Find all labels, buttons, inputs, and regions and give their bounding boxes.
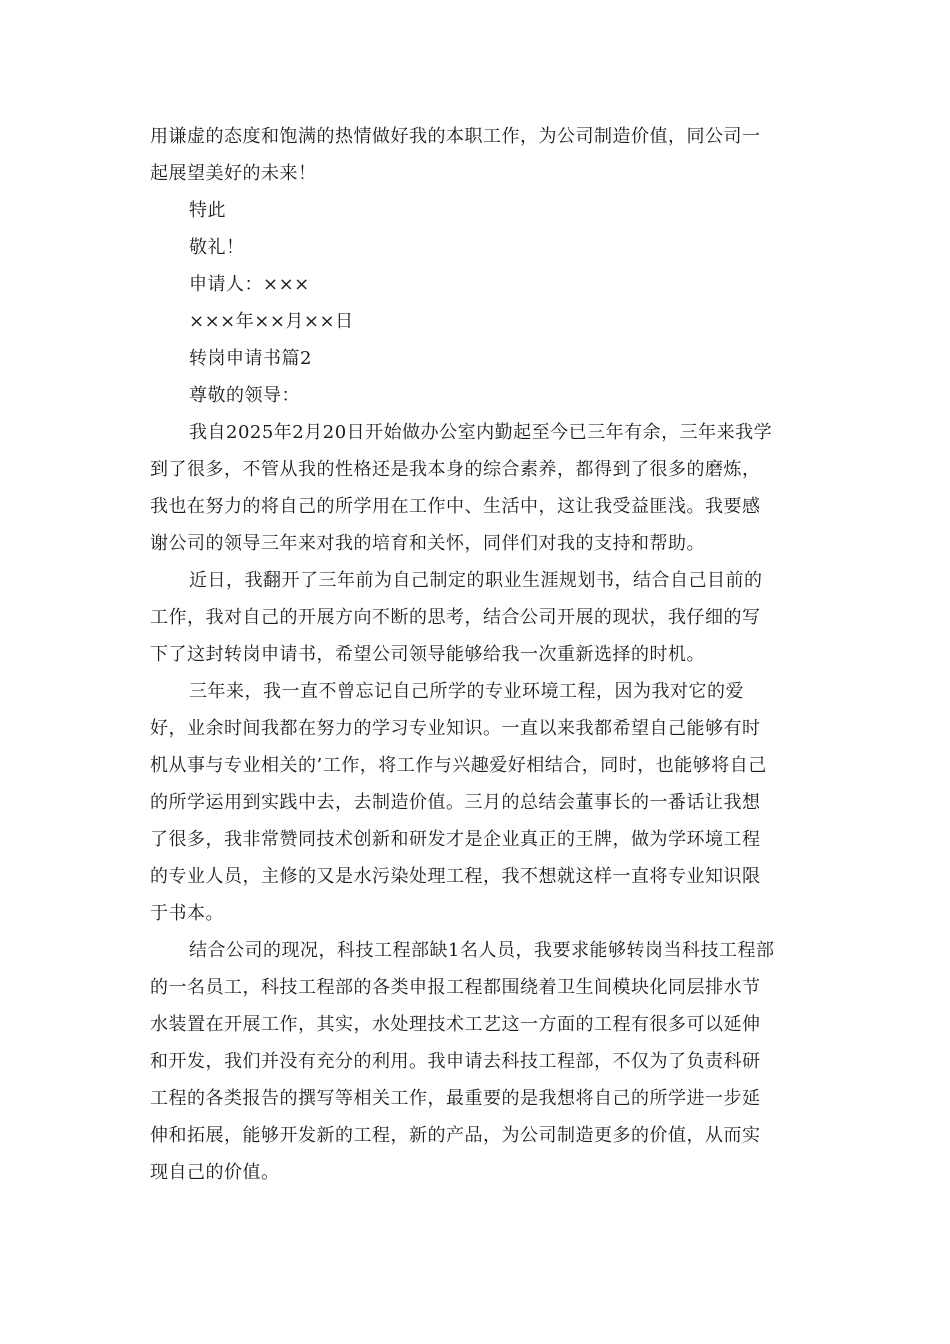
document-body bbox=[150, 118, 790, 1191]
text-line: 机从事与专业相关的’工作，将工作与兴趣爱好相结合，同时，也能够将自己 bbox=[150, 755, 767, 776]
text-line: 工作，我对自己的开展方向不断的思考，结合公司开展的现状，我仔细的写 bbox=[150, 607, 761, 628]
paragraph-2 bbox=[150, 562, 790, 673]
section-title: 转岗申请书篇2 bbox=[189, 348, 312, 369]
text-line: 和开发，我们并没有充分的利用。我申请去科技工程部，不仅为了负责科研 bbox=[150, 1051, 761, 1072]
application-date: ×××年××月××日 bbox=[189, 311, 354, 332]
text-line: 的一名员工，科技工程部的各类申报工程都围绕着卫生间模块化同层排水节 bbox=[150, 977, 761, 998]
text-line: 的所学运用到实践中去，去制造价值。三月的总结会董事长的一番话让我想 bbox=[150, 792, 761, 813]
closing-block bbox=[150, 192, 790, 340]
text-line: 近日，我翻开了三年前为自己制定的职业生涯规划书，结合自己目前的 bbox=[189, 570, 763, 591]
closing-jing-li: 敬礼！ bbox=[189, 237, 245, 258]
paragraph-1 bbox=[150, 414, 790, 562]
text-line: 结合公司的现况，科技工程部缺1名人员，我要求能够转岗当科技工程部 bbox=[189, 940, 775, 961]
text-line: 三年来，我一直不曾忘记自己所学的专业环境工程，因为我对它的爱 bbox=[189, 681, 744, 702]
text-line: 下了这封转岗申请书，希望公司领导能够给我一次重新选择的时机。 bbox=[150, 644, 705, 665]
text-line: 到了很多，不管从我的性格还是我本身的综合素养，都得到了很多的磨炼， bbox=[150, 459, 761, 480]
text-line: 伸和拓展，能够开发新的工程，新的产品，为公司制造更多的价值，从而实 bbox=[150, 1125, 761, 1146]
salutation: 尊敬的领导： bbox=[189, 385, 300, 406]
text-line: 水装置在开展工作，其实，水处理技术工艺这一方面的工程有很多可以延伸 bbox=[150, 1014, 761, 1035]
paragraph-4 bbox=[150, 932, 790, 1191]
text-line: 我自2025年2月20日开始做办公室内勤起至今已三年有余，三年来我学 bbox=[189, 422, 773, 443]
text-line: 现自己的价值。 bbox=[150, 1162, 280, 1183]
text-line: 起展望美好的未来！ bbox=[150, 163, 317, 184]
text-line: 的专业人员，主修的又是水污染处理工程，我不想就这样一直将专业知识限 bbox=[150, 866, 761, 887]
text-line: 于书本。 bbox=[150, 903, 224, 924]
closing-te-ci: 特此 bbox=[189, 200, 226, 221]
text-line: 我也在努力的将自己的所学用在工作中、生活中，这让我受益匪浅。我要感 bbox=[150, 496, 761, 517]
text-line: 了很多，我非常赞同技术创新和研发才是企业真正的王牌，做为学环境工程 bbox=[150, 829, 761, 850]
text-line: 工程的各类报告的撰写等相关工作，最重要的是我想将自己的所学进一步延 bbox=[150, 1088, 761, 1109]
text-line: 好，业余时间我都在努力的学习专业知识。一直以来我都希望自己能够有时 bbox=[150, 718, 761, 739]
text-line: 用谦虚的态度和饱满的热情做好我的本职工作，为公司制造价值，同公司一 bbox=[150, 126, 761, 147]
text-line: 谢公司的领导三年来对我的培育和关怀，同伴们对我的支持和帮助。 bbox=[150, 533, 705, 554]
paragraph-3 bbox=[150, 673, 790, 932]
applicant-signature: 申请人：××× bbox=[189, 274, 310, 295]
opening-paragraph bbox=[150, 118, 790, 192]
